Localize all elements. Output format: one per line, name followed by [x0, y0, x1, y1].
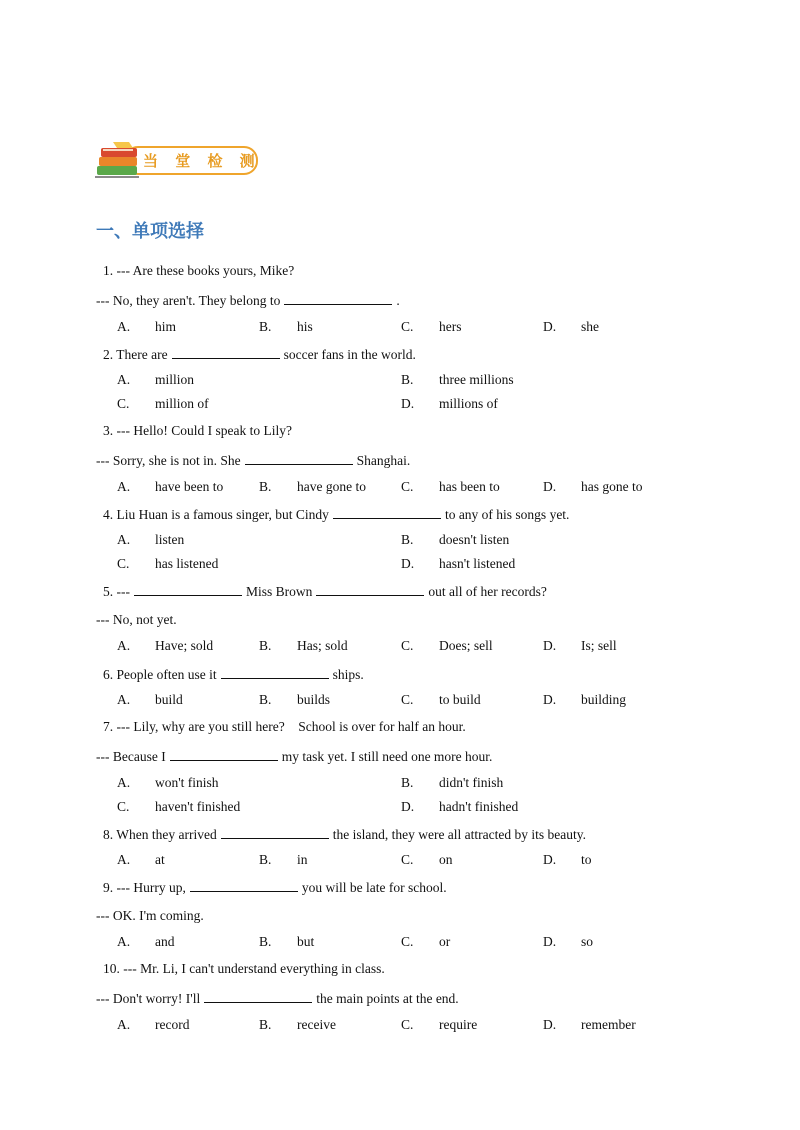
answer-blank[interactable] — [245, 451, 353, 465]
option-letter: D. — [543, 638, 557, 653]
answer-blank[interactable] — [190, 878, 298, 892]
answer-option[interactable] — [543, 851, 592, 869]
option-text: listen — [155, 532, 185, 547]
answer-blank[interactable] — [333, 505, 441, 519]
answer-option[interactable] — [117, 1016, 189, 1034]
option-letter: D. — [543, 692, 557, 707]
option-letter: A. — [117, 692, 131, 707]
answer-option[interactable] — [543, 1016, 636, 1034]
answer-option[interactable] — [117, 933, 175, 951]
option-text: but — [297, 934, 315, 949]
answer-option[interactable] — [117, 637, 213, 655]
question-text: Miss Brown — [246, 584, 313, 599]
question-text: ships. — [332, 667, 364, 682]
option-text: million — [155, 372, 195, 387]
answer-option[interactable] — [401, 637, 493, 655]
question-line — [96, 611, 177, 629]
question-text: my task yet. I still need one more hour. — [281, 749, 493, 764]
question-text: 4. Liu Huan is a famous singer, but Cindy — [103, 507, 329, 522]
answer-option[interactable] — [117, 371, 194, 389]
option-text: builds — [297, 692, 331, 707]
answer-option[interactable] — [401, 933, 450, 951]
answer-option[interactable] — [543, 691, 626, 709]
question-line — [103, 718, 466, 736]
option-letter: D. — [543, 852, 557, 867]
answer-option[interactable] — [543, 318, 599, 336]
answer-option[interactable] — [117, 478, 223, 496]
option-text: on — [439, 852, 453, 867]
option-letter: C. — [401, 638, 414, 653]
answer-option[interactable] — [401, 531, 509, 549]
option-text: three millions — [439, 372, 514, 387]
option-text: Has; sold — [297, 638, 348, 653]
option-text: so — [581, 934, 594, 949]
option-text: to build — [439, 692, 481, 707]
option-letter: D. — [543, 1017, 557, 1032]
answer-blank[interactable] — [221, 665, 329, 679]
answer-option[interactable] — [543, 637, 617, 655]
option-letter: A. — [117, 1017, 131, 1032]
option-text: haven't finished — [155, 799, 241, 814]
option-letter: B. — [401, 775, 414, 790]
option-text: millions of — [439, 396, 498, 411]
question-text: . — [396, 293, 400, 308]
answer-option[interactable] — [401, 691, 481, 709]
option-letter: B. — [259, 692, 272, 707]
answer-option[interactable] — [117, 395, 209, 413]
option-text: has been to — [439, 479, 500, 494]
question-text: soccer fans in the world. — [283, 347, 416, 362]
option-text: has gone to — [581, 479, 643, 494]
answer-option[interactable] — [401, 851, 453, 869]
option-letter: B. — [259, 1017, 272, 1032]
question-line — [103, 582, 547, 601]
option-text: Is; sell — [581, 638, 617, 653]
answer-blank[interactable] — [284, 291, 392, 305]
answer-option[interactable] — [259, 318, 313, 336]
answer-option[interactable] — [543, 933, 593, 951]
option-text: building — [581, 692, 627, 707]
option-letter: C. — [401, 852, 414, 867]
question-line — [103, 345, 416, 364]
answer-option[interactable] — [117, 531, 184, 549]
option-text: remember — [581, 1017, 636, 1032]
option-text: receive — [297, 1017, 336, 1032]
option-letter: C. — [117, 396, 130, 411]
answer-option[interactable] — [401, 478, 500, 496]
option-text: Have; sold — [155, 638, 214, 653]
option-letter: C. — [401, 479, 414, 494]
option-letter: C. — [401, 1017, 414, 1032]
option-letter: B. — [259, 319, 272, 334]
answer-option[interactable] — [401, 555, 515, 573]
answer-option[interactable] — [259, 851, 308, 869]
option-text: at — [155, 852, 165, 867]
option-letter: B. — [259, 852, 272, 867]
answer-option[interactable] — [401, 371, 514, 389]
option-letter: A. — [117, 532, 131, 547]
option-letter: C. — [401, 319, 414, 334]
answer-option[interactable] — [401, 1016, 477, 1034]
question-text: 6. People often use it — [103, 667, 217, 682]
question-text: 8. When they arrived — [103, 827, 217, 842]
answer-option[interactable] — [117, 555, 218, 573]
option-letter: D. — [543, 479, 557, 494]
answer-option[interactable] — [543, 478, 643, 496]
banner-label: 当 堂 检 测 — [143, 152, 261, 170]
question-line — [96, 907, 204, 925]
question-text: 2. There are — [103, 347, 168, 362]
answer-option[interactable] — [401, 774, 503, 792]
option-letter: A. — [117, 372, 131, 387]
option-text: hadn't finished — [439, 799, 519, 814]
option-text: hers — [439, 319, 462, 334]
question-text: 7. --- Lily, why are you still here? School is over for half an hour. — [103, 719, 466, 734]
option-text: record — [155, 1017, 190, 1032]
question-line — [96, 451, 410, 470]
answer-blank[interactable] — [316, 582, 424, 596]
question-line — [103, 665, 364, 684]
answer-blank[interactable] — [170, 747, 278, 761]
question-text: 3. --- Hello! Could I speak to Lily? — [103, 423, 292, 438]
option-letter: B. — [259, 934, 272, 949]
section-title: 一、单项选择 — [96, 221, 204, 242]
question-line — [96, 989, 459, 1008]
answer-option[interactable] — [259, 1016, 336, 1034]
option-letter: D. — [543, 934, 557, 949]
answer-option[interactable] — [117, 851, 165, 869]
option-letter: A. — [117, 638, 131, 653]
answer-option[interactable] — [259, 637, 348, 655]
option-letter: C. — [117, 799, 130, 814]
question-text: 9. --- Hurry up, — [103, 880, 186, 895]
question-line — [103, 505, 569, 524]
answer-option[interactable] — [401, 798, 518, 816]
answer-option[interactable] — [117, 774, 219, 792]
answer-option[interactable] — [259, 691, 330, 709]
option-text: million of — [155, 396, 209, 411]
option-letter: A. — [117, 775, 131, 790]
option-letter: C. — [401, 692, 414, 707]
answer-blank[interactable] — [134, 582, 242, 596]
option-text: his — [297, 319, 313, 334]
option-letter: B. — [401, 532, 414, 547]
question-text: --- OK. I'm coming. — [96, 908, 204, 923]
option-letter: D. — [401, 396, 415, 411]
option-letter: C. — [401, 934, 414, 949]
question-text: 5. --- — [103, 584, 130, 599]
option-text: didn't finish — [439, 775, 504, 790]
option-text: build — [155, 692, 183, 707]
answer-option[interactable] — [117, 318, 176, 336]
question-line — [103, 422, 292, 440]
option-letter: B. — [259, 638, 272, 653]
option-letter: C. — [117, 556, 130, 571]
answer-option[interactable] — [117, 691, 183, 709]
option-text: him — [155, 319, 177, 334]
option-text: have been to — [155, 479, 224, 494]
option-text: she — [581, 319, 599, 334]
question-line — [103, 960, 385, 978]
question-text: to any of his songs yet. — [444, 507, 570, 522]
question-text: 10. --- Mr. Li, I can't understand everything in class. — [103, 961, 385, 976]
question-line — [103, 878, 447, 897]
question-text: --- No, not yet. — [96, 612, 177, 627]
answer-option[interactable] — [259, 933, 314, 951]
question-line — [96, 291, 400, 310]
question-text: you will be late for school. — [301, 880, 447, 895]
answer-option[interactable] — [117, 798, 240, 816]
option-letter: A. — [117, 852, 131, 867]
answer-blank[interactable] — [204, 989, 312, 1003]
answer-option[interactable] — [401, 395, 498, 413]
option-text: require — [439, 1017, 478, 1032]
option-letter: A. — [117, 934, 131, 949]
question-text: --- Don't worry! I'll — [96, 991, 201, 1006]
question-text: the main points at the end. — [316, 991, 459, 1006]
question-text: the island, they were all attracted by its beauty. — [332, 827, 587, 842]
option-letter: B. — [259, 479, 272, 494]
option-letter: D. — [401, 556, 415, 571]
answer-option[interactable] — [401, 318, 462, 336]
option-letter: D. — [401, 799, 415, 814]
option-text: have gone to — [297, 479, 366, 494]
option-text: won't finish — [155, 775, 219, 790]
question-text: Shanghai. — [356, 453, 411, 468]
option-letter: A. — [117, 479, 131, 494]
option-text: to — [581, 852, 592, 867]
question-line — [103, 825, 586, 844]
question-text: --- Because I — [96, 749, 166, 764]
option-text: in — [297, 852, 308, 867]
option-text: has listened — [155, 556, 219, 571]
answer-option[interactable] — [259, 478, 366, 496]
option-text: Does; sell — [439, 638, 493, 653]
option-text: or — [439, 934, 451, 949]
option-text: doesn't listen — [439, 532, 510, 547]
question-text: --- Sorry, she is not in. She — [96, 453, 241, 468]
option-text: and — [155, 934, 175, 949]
question-text: 1. --- Are these books yours, Mike? — [103, 263, 295, 278]
answer-blank[interactable] — [221, 825, 329, 839]
question-text: --- No, they aren't. They belong to — [96, 293, 281, 308]
option-text: hasn't listened — [439, 556, 516, 571]
option-letter: A. — [117, 319, 131, 334]
question-line — [96, 747, 492, 766]
section-banner — [95, 140, 265, 184]
question-line — [103, 262, 294, 280]
question-text: out all of her records? — [428, 584, 547, 599]
option-letter: B. — [401, 372, 414, 387]
option-letter: D. — [543, 319, 557, 334]
answer-blank[interactable] — [172, 345, 280, 359]
